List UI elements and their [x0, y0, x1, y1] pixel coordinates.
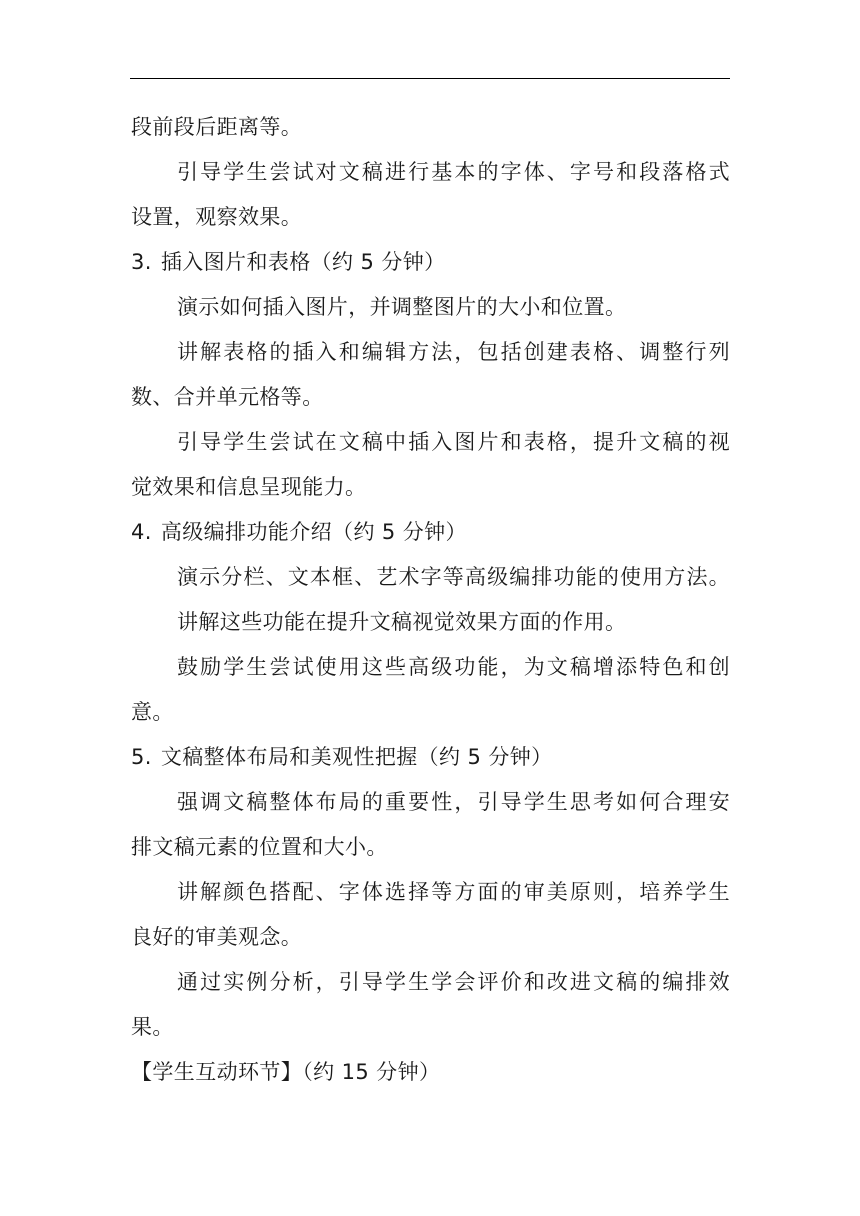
paragraph-line: 果。: [131, 1015, 174, 1039]
section-heading-4: [131, 518, 731, 546]
section-heading-5: [131, 743, 731, 771]
section-heading-3: [131, 248, 731, 276]
paragraph-line: 引导学生尝试在文稿中插入图片和表格，提升文稿的视: [177, 430, 730, 454]
heading-text: 高级编排功能介绍（约 5 分钟）: [160, 520, 467, 544]
paragraph-line: 通过实例分析，引导学生学会评价和改进文稿的编排效: [177, 970, 730, 994]
heading-number: 3.: [131, 250, 152, 274]
paragraph-line: 强调文稿整体布局的重要性，引导学生思考如何合理安: [177, 790, 730, 814]
header-rule: [130, 78, 730, 79]
paragraph-line: 排文稿元素的位置和大小。: [131, 835, 388, 859]
heading-number: 5.: [131, 745, 152, 769]
paragraph-line: 设置，观察效果。: [131, 205, 303, 229]
paragraph-line: 意。: [131, 700, 174, 724]
paragraph-line: 演示如何插入图片，并调整图片的大小和位置。: [177, 295, 627, 319]
heading-text: 文稿整体布局和美观性把握（约 5 分钟）: [160, 745, 553, 769]
heading-text: 插入图片和表格（约 5 分钟）: [160, 250, 446, 274]
paragraph-line: 引导学生尝试对文稿进行基本的字体、字号和段落格式: [177, 160, 730, 184]
paragraph-line: 演示分栏、文本框、艺术字等高级编排功能的使用方法。: [177, 565, 730, 589]
paragraph-line: 讲解这些功能在提升文稿视觉效果方面的作用。: [177, 610, 627, 634]
paragraph-line: 觉效果和信息呈现能力。: [131, 475, 367, 499]
paragraph-line: 数、合并单元格等。: [131, 385, 324, 409]
paragraph-line: 讲解颜色搭配、字体选择等方面的审美原则，培养学生: [177, 880, 730, 904]
paragraph-line: 良好的审美观念。: [131, 925, 303, 949]
paragraph-line: 段前段后距离等。: [131, 115, 303, 139]
paragraph-line: 鼓励学生尝试使用这些高级功能，为文稿增添特色和创: [177, 655, 730, 679]
section-heading-interaction: 【学生互动环节】（约 15 分钟）: [131, 1060, 441, 1084]
heading-number: 4.: [131, 520, 152, 544]
paragraph-line: 讲解表格的插入和编辑方法，包括创建表格、调整行列: [177, 340, 730, 364]
